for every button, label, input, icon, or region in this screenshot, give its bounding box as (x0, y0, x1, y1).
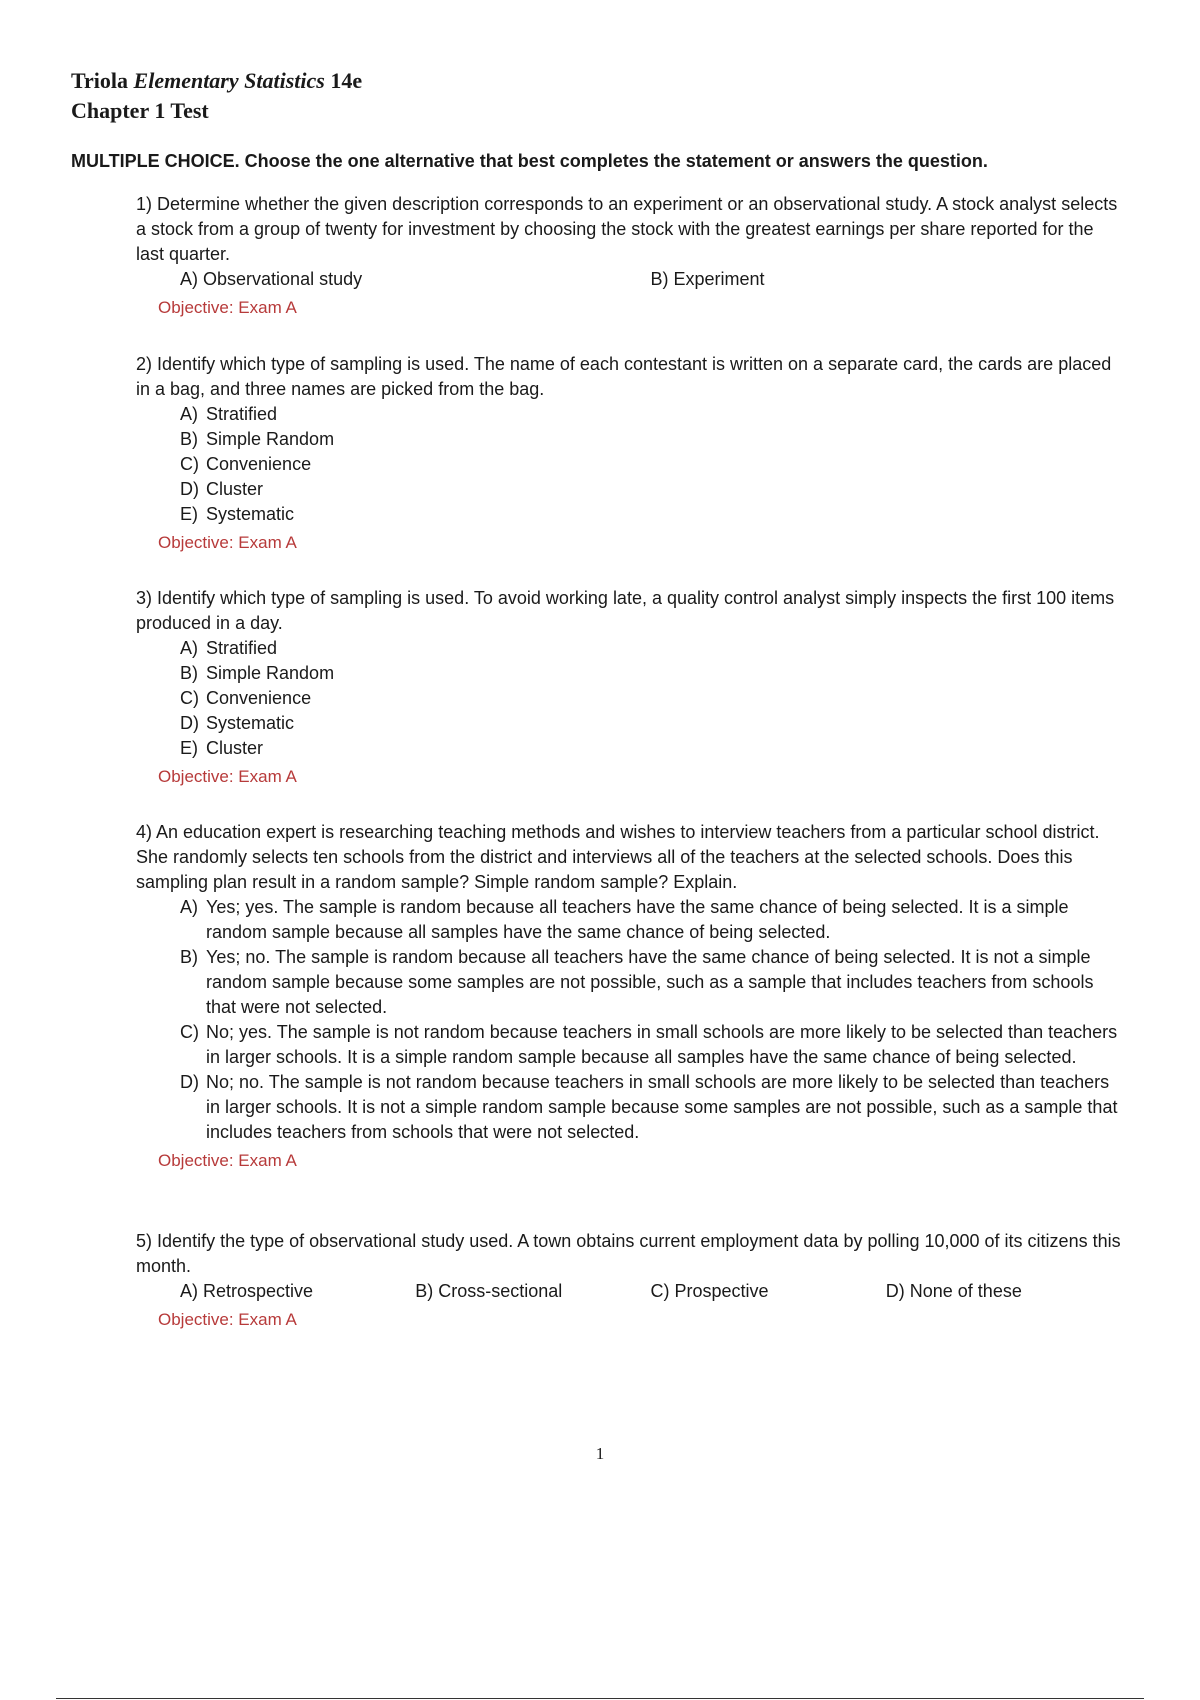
choice-label: C) (650, 1281, 670, 1301)
choice-e[interactable] (180, 502, 1121, 527)
choice-d[interactable] (886, 1279, 1121, 1304)
choice-label: E) (180, 504, 198, 524)
objective: Objective: Exam A (158, 1310, 297, 1329)
choice-text: Simple Random (206, 429, 335, 449)
question-3 (136, 586, 1121, 789)
choice-a[interactable] (180, 636, 1121, 661)
choice-label: B) (180, 429, 198, 449)
choice-label: B) (415, 1281, 434, 1301)
choice-label: C) (180, 454, 199, 474)
question-number: 4) (136, 822, 153, 842)
question-number: 1) (136, 194, 153, 214)
choice-c[interactable] (180, 686, 1121, 711)
choice-text: Yes; yes. The sample is random because all teachers have the same chance of being selected. It is a simple random sample because all samples have the same chance of being selected. (206, 897, 1069, 942)
edition: 14e (330, 68, 363, 93)
choice-text: Convenience (206, 454, 312, 474)
choice-b[interactable] (651, 267, 1122, 292)
choice-a[interactable] (180, 895, 1121, 945)
question-prompt: Identify the type of observational study used. A town obtains current employment data by polling 10,000 of its citizens this month. (136, 1231, 1121, 1276)
question-1 (136, 192, 1121, 320)
question-number: 3) (136, 588, 153, 608)
choice-text: No; no. The sample is not random because teachers in small schools are more likely to be selected than teachers in larger schools. It is not a simple random sample because some samples are not possible, such as a sample that includes teachers from schools that were not selected. (206, 1072, 1118, 1142)
choice-text: Experiment (673, 269, 765, 289)
question-2 (136, 352, 1121, 555)
question-prompt: An education expert is researching teaching methods and wishes to interview teachers from a particular school district. She randomly selects ten schools from the district and interviews all of the teachers at the selected schools. Does this sampling plan result in a random sample? Simple random sample? Explain. (136, 822, 1100, 892)
choice-label: E) (180, 738, 198, 758)
choice-text: Retrospective (203, 1281, 314, 1301)
question-number: 5) (136, 1231, 153, 1251)
choices (136, 895, 1121, 1145)
choice-label: A) (180, 897, 198, 917)
question-prompt: Identify which type of sampling is used. To avoid working late, a quality control analyst simply inspects the first 100 items produced in a day. (136, 588, 1115, 633)
choices (136, 267, 1121, 292)
choice-label: A) (180, 638, 198, 658)
choice-text: Simple Random (206, 663, 335, 683)
question-prompt: Determine whether the given description corresponds to an experiment or an observational study. A stock analyst selects a stock from a group of twenty for investment by choosing the stock with the greatest earnings per share reported for the last quarter. (136, 194, 1118, 264)
choice-label: D) (180, 479, 199, 499)
choice-d[interactable] (180, 1070, 1121, 1145)
objective: Objective: Exam A (158, 533, 297, 552)
question-text (136, 586, 1121, 636)
choice-text: Convenience (206, 688, 312, 708)
footer-divider (56, 1698, 1144, 1699)
choice-label: B) (180, 947, 198, 967)
instructions: MULTIPLE CHOICE. Choose the one alternative that best completes the statement or answers the question. (71, 151, 988, 171)
choice-a[interactable] (180, 267, 651, 292)
question-4 (136, 820, 1121, 1173)
choice-c[interactable] (651, 1279, 886, 1304)
choice-b[interactable] (180, 427, 1121, 452)
choice-label: A) (180, 404, 198, 424)
choice-b[interactable] (415, 1279, 650, 1304)
choice-label: C) (180, 1022, 199, 1042)
choice-label: B) (650, 269, 669, 289)
choice-text: Systematic (206, 713, 295, 733)
choice-text: Prospective (674, 1281, 769, 1301)
objective: Objective: Exam A (158, 767, 297, 786)
choice-label: D) (180, 713, 199, 733)
choice-label: D) (180, 1072, 199, 1092)
choice-e[interactable] (180, 736, 1121, 761)
question-prompt: Identify which type of sampling is used. The name of each contestant is written on a separate card, the cards are placed in a bag, and three names are picked from the bag. (136, 354, 1112, 399)
question-text (136, 192, 1121, 267)
choice-text: Yes; no. The sample is random because all teachers have the same chance of being selected. It is not a simple random sample because some samples are not possible, such as a sample that includes teachers from schools that were not selected. (206, 947, 1094, 1017)
question-text (136, 820, 1121, 895)
choice-text: None of these (909, 1281, 1022, 1301)
author: Triola (71, 68, 129, 93)
book-title-line (71, 66, 362, 96)
choice-label: B) (180, 663, 198, 683)
question-5 (136, 1229, 1121, 1332)
choice-d[interactable] (180, 477, 1121, 502)
choice-text: Cross-sectional (438, 1281, 563, 1301)
choice-a[interactable] (180, 1279, 415, 1304)
choice-b[interactable] (180, 661, 1121, 686)
choice-text: Stratified (206, 638, 278, 658)
objective: Objective: Exam A (158, 1151, 297, 1170)
choice-label: C) (180, 688, 199, 708)
document-header (71, 66, 362, 126)
choice-a[interactable] (180, 402, 1121, 427)
choices (136, 1279, 1121, 1304)
question-text (136, 352, 1121, 402)
choices (136, 636, 1121, 761)
choice-text: Observational study (203, 269, 363, 289)
choice-label: D) (885, 1281, 905, 1301)
choice-c[interactable] (180, 452, 1121, 477)
choice-label: A) (180, 1281, 198, 1301)
choice-text: Cluster (206, 738, 264, 758)
choice-text: No; yes. The sample is not random because teachers in small schools are more likely to be selected than teachers in larger schools. It is a simple random sample because all samples have the same chance of being selected. (206, 1022, 1118, 1067)
page-number: 1 (595, 1444, 605, 1463)
choice-c[interactable] (180, 1020, 1121, 1070)
choice-text: Stratified (206, 404, 278, 424)
objective: Objective: Exam A (158, 298, 297, 317)
choice-label: A) (180, 269, 198, 289)
book-title: Elementary Statistics (133, 68, 325, 93)
question-text (136, 1229, 1121, 1279)
choice-d[interactable] (180, 711, 1121, 736)
choice-text: Cluster (206, 479, 264, 499)
choice-b[interactable] (180, 945, 1121, 1020)
choice-text: Systematic (206, 504, 295, 524)
question-number: 2) (136, 354, 153, 374)
choices (136, 402, 1121, 527)
chapter-title: Chapter 1 Test (71, 98, 209, 123)
